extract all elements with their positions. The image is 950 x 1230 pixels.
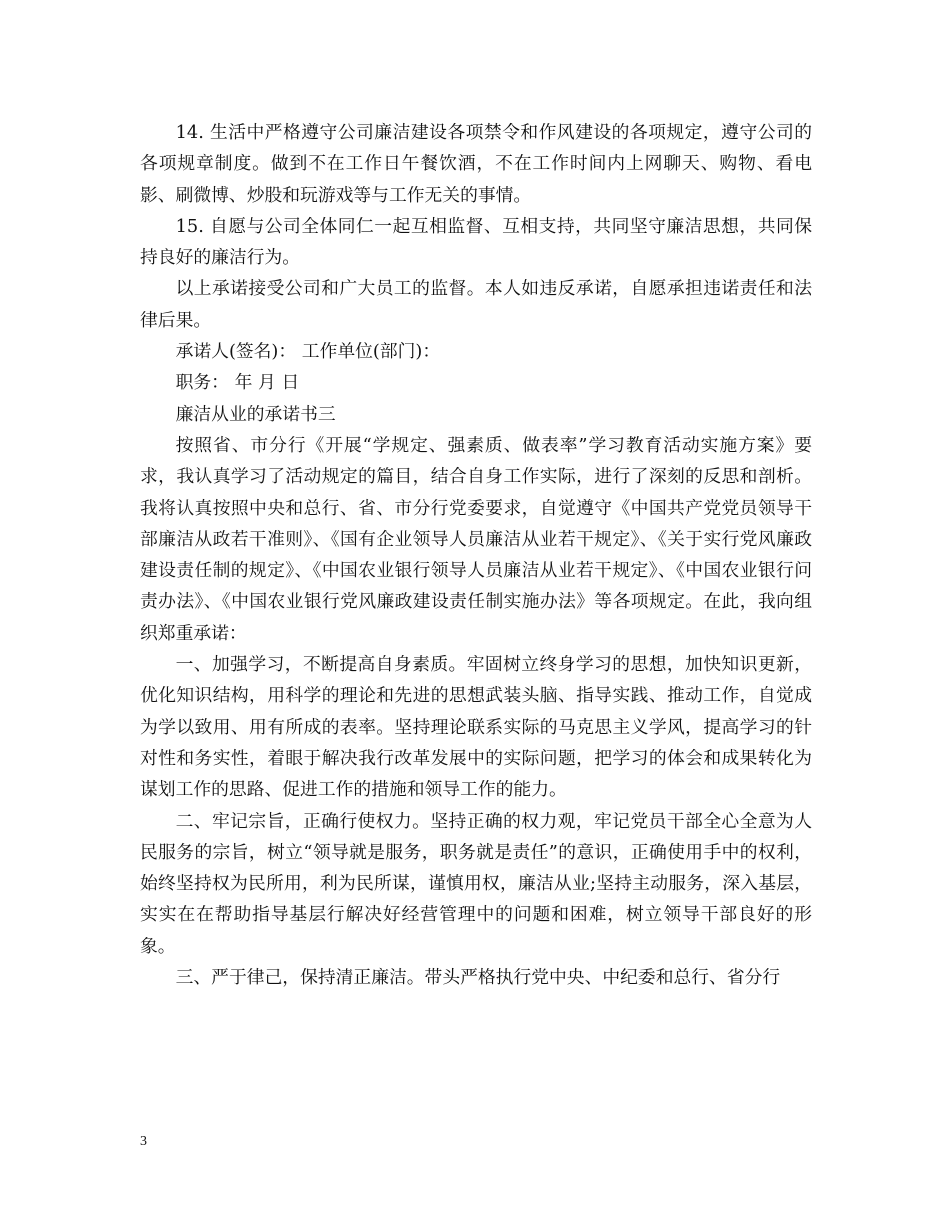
paragraph-supervision: 以上承诺接受公司和广大员工的监督。本人如违反承诺，自愿承担违诺责任和法律后果。 bbox=[140, 278, 812, 331]
page-number: 3 bbox=[140, 1134, 147, 1149]
paragraph-item-15: 15. 自愿与公司全体同仁一起互相监督、互相支持，共同坚守廉洁思想，共同保持良好的廉洁行为。 bbox=[140, 215, 812, 269]
position-date-line: 职务： 年 月 日 bbox=[175, 372, 300, 394]
paragraph-item-14: 14. 生活中严格遵守公司廉洁建设各项禁令和作风建设的各项规定，遵守公司的各项规章制度。做到不在工作日午餐饮酒，不在工作时间内上网聊天、购物、看电影、刷微博、炒股和玩游戏等与工作无关的事情。 bbox=[140, 122, 812, 206]
paragraph-point-three: 三、严于律己，保持清正廉洁。带头严格执行党中央、中纪委和总行、省分行 bbox=[175, 967, 781, 989]
paragraph-point-one: 一、加强学习，不断提高自身素质。牢固树立终身学习的思想，加快知识更新，优化知识结构，用科学的理论和先进的思想武装头脑、指导实践、推动工作，自觉成为学以致用、用有所成的表率。坚持理论联系实际的马克思主义学风，提高学习的针对性和务实性，着眼于解决我行改革发展中的实际问题，把学习的体会和成果转化为谋划工作的思路、促进工作的措施和领导工作的能力。 bbox=[140, 654, 812, 801]
section-title: 廉洁从业的承诺书三 bbox=[175, 403, 336, 425]
paragraph-point-two: 二、牢记宗旨，正确行使权力。坚持正确的权力观，牢记党员干部全心全意为人民服务的宗旨，树立“领导就是服务，职务就是责任”的意识，正确使用手中的权利，始终坚持权为民所用，利为民所谋，谨慎用权，廉洁从业;坚持主动服务，深入基层，实实在在帮助指导基层行解决好经营管理中的问题和困难，树立领导干部良好的形象。 bbox=[140, 810, 812, 957]
document-body bbox=[140, 117, 812, 993]
paragraph-intro: 按照省、市分行《开展“学规定、强素质、做表率”学习教育活动实施方案》要求，我认真学习了活动规定的篇目，结合自身工作实际，进行了深刻的反思和剖析。我将认真按照中央和总行、省、市分行党委要求，自觉遵守《中国共产党党员领导干部廉洁从政若干准则》、《国有企业领导人员廉洁从业若干规定》、《关于实行党风廉政建设责任制的规定》、《中国农业银行领导人员廉洁从业若干规定》、《中国农业银行问责办法》、《中国农业银行党风廉政建设责任制实施办法》等各项规定。在此，我向组织郑重承诺： bbox=[140, 434, 812, 644]
signature-line: 承诺人(签名)： 工作单位(部门)： bbox=[175, 341, 441, 363]
